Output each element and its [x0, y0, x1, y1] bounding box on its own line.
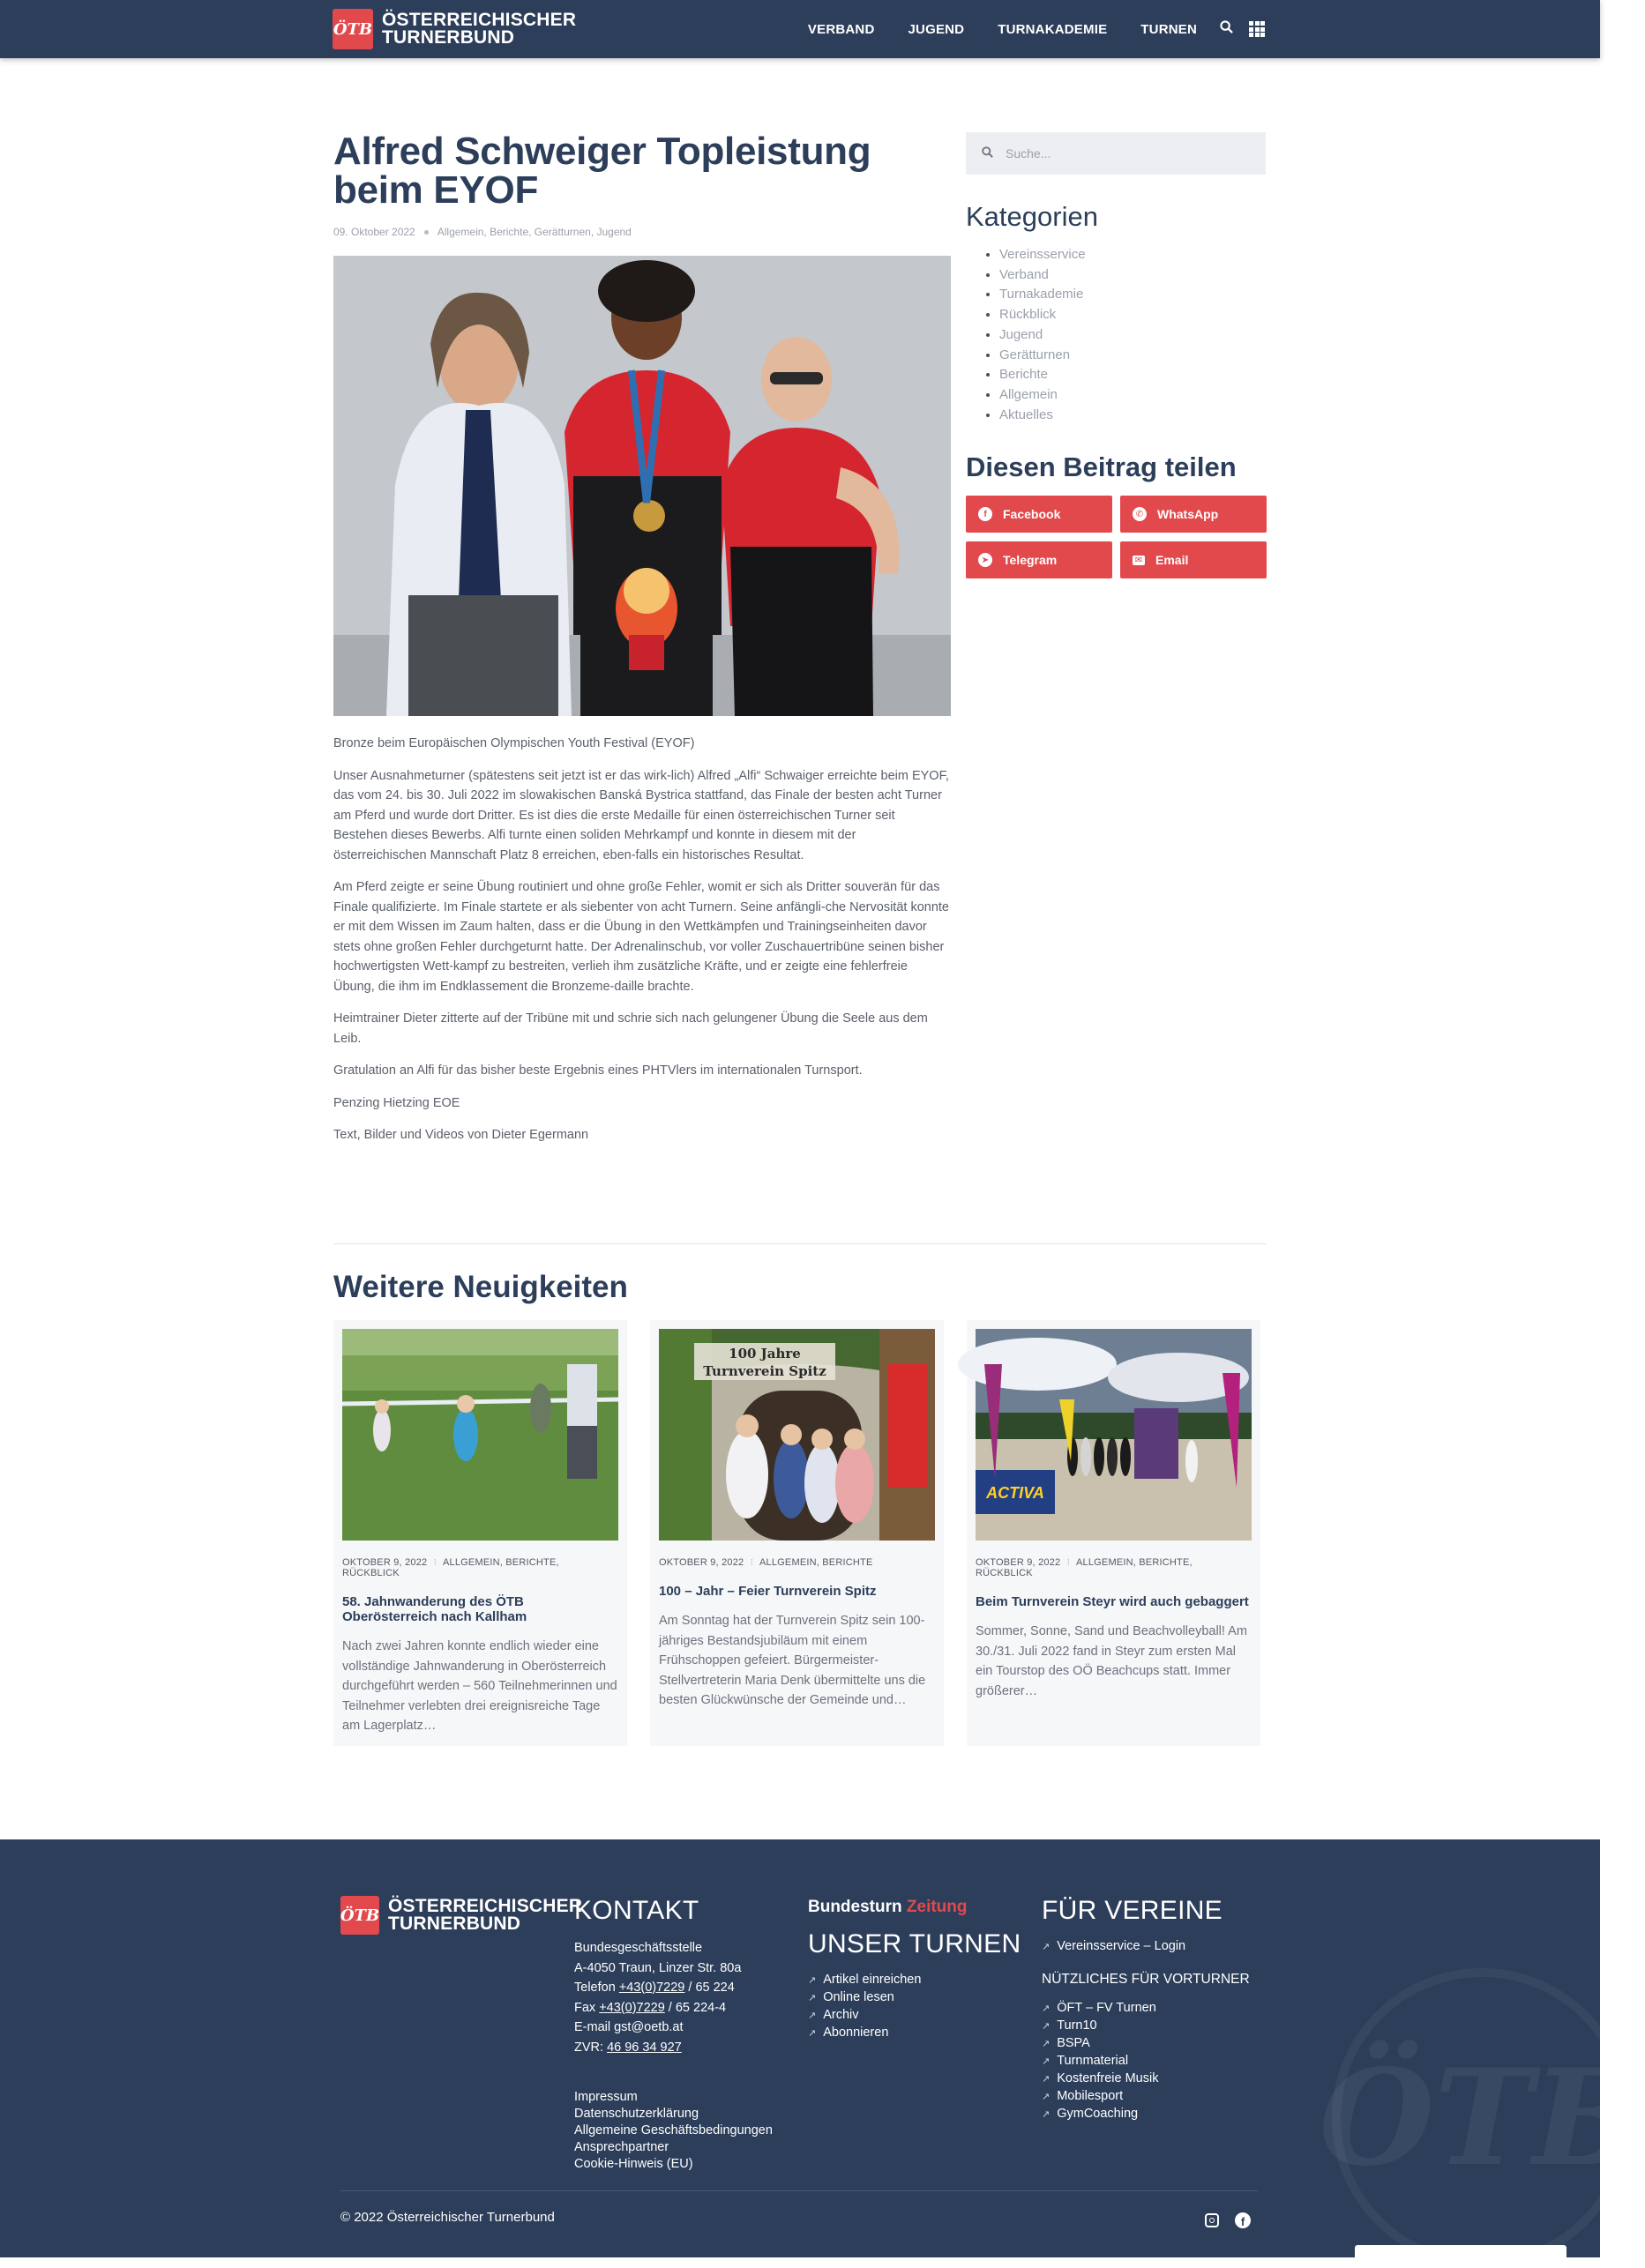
post-categories[interactable]: ALLGEMEIN, BERICHTE, RÜCKBLICK [976, 1557, 1193, 1578]
nav-turnakademie[interactable]: TURNAKADEMIE [998, 21, 1108, 37]
category-link[interactable]: • Gerätturnen [999, 346, 1266, 366]
footer-link[interactable]: ↗ Kostenfreie Musik [1042, 2070, 1250, 2088]
share-email-button[interactable]: ✉ Email [1120, 541, 1267, 578]
post-title[interactable]: 100 – Jahr – Feier Turnverein Spitz [659, 1584, 877, 1599]
post-card[interactable]: OKTOBER 9, 2022 ⁝ ALLGEMEIN, BERICHTE, RÜCKBLICK 58. Jahnwanderung des ÖTB Oberösterreich nach Kallham Nach zwei Jahren konnte endlich wieder eine vollständige Jahnwanderung in Oberösterreich durchgeführt werden – 560 Teilnehmerinnen und Teilnehmer verlebten drei ereignisreiche Tage am Lagerplatz… [333, 1320, 627, 1746]
banner-text-line-1: 100 Jahre [729, 1346, 801, 1362]
article-paragraph: Bronze beim Europäischen Olympischen Youth Festival (EYOF) [333, 736, 695, 750]
address-line: Bundesgeschäftsstelle [574, 1941, 703, 1955]
article-paragraph: Unser Ausnahmeturner (spätestens seit jetzt ist er das wirk-lich) Alfred „Alfi“ Schwaiger erreichte beim EYOF, das vom 24. bis 30. Juli 2022 im slowakischen Banská Bystrica stattfand, das Finale der besten acht Turner am Pferd und wurde dort Dritter. Es ist dies die erste Medaille für einen österreichischen Turner seit Bestehen dieses Bewerbs. Alfi turnte einen soliden Mehrkampf und konnte in diesem mit der österreichischen Mannschaft Platz 8 erreichen, eben-falls ein historisches Resultat. [333, 768, 949, 862]
share-whatsapp-button[interactable]: ✆ WhatsApp [1120, 496, 1267, 533]
fax-link[interactable]: +43(0)7229 [599, 2000, 665, 2015]
article-paragraph: Penzing Hietzing EOE [333, 1095, 460, 1110]
post-thumbnail[interactable] [976, 1329, 1252, 1541]
zeitung-logo[interactable]: Bundesturn Zeitung [808, 1898, 968, 1916]
footer-link-cookie[interactable]: Cookie-Hinweis (EU) [574, 2157, 693, 2171]
post-card[interactable]: ACTIVA OKTOBER 9, 2022 ⁝ ALLGEMEIN, BERICHTE, RÜCKBLICK Beim Turnverein Steyr wird auch gebaggert Sommer, Sonne, Sand und Beachvolleyball! Am 30./31. Juli 2022 fand in Steyr zum ersten Mal ein Tourstop des OÖ Beachcups statt. Immer größerer… [967, 1320, 1260, 1746]
footer-logo[interactable] [340, 1896, 582, 1935]
footer-link-impressum[interactable]: Impressum [574, 2090, 638, 2104]
post-date: OKTOBER 9, 2022 [976, 1557, 1061, 1568]
categories-title: Kategorien [966, 201, 1098, 232]
category-link[interactable]: • Rückblick [999, 305, 1266, 325]
article-body [333, 734, 951, 1145]
vorturner-title: NÜTZLICHES FÜR VORTURNER [1042, 1972, 1250, 1987]
category-link[interactable]: • Vereinsservice [999, 245, 1266, 265]
share-title: Diesen Beitrag teilen [966, 451, 1237, 483]
address-line: A-4050 Traun, Linzer Str. 80a [574, 1960, 742, 1975]
footer-link[interactable]: ↗ Turn10 [1042, 2018, 1250, 2035]
category-link[interactable]: • Allgemein [999, 385, 1266, 406]
article-date: 09. Oktober 2022 [333, 226, 415, 238]
whatsapp-icon: ✆ [1133, 507, 1147, 521]
search-icon [982, 146, 993, 160]
post-categories[interactable]: ALLGEMEIN, BERICHTE [759, 1557, 873, 1568]
meta-separator [424, 230, 429, 235]
footer-link[interactable]: ↗ Turnmaterial [1042, 2053, 1250, 2070]
footer-link[interactable]: ↗ BSPA [1042, 2035, 1250, 2053]
footer-link[interactable]: ↗ Online lesen [808, 1989, 1021, 2007]
nav-turnen[interactable]: TURNEN [1140, 21, 1197, 37]
footer-link[interactable]: ↗ Abonnieren [808, 2025, 1021, 2042]
main-nav [774, 0, 1265, 58]
facebook-icon: f [978, 507, 992, 521]
post-excerpt: Nach zwei Jahren konnte endlich wieder eine vollständige Jahnwanderung in Oberösterreich durchgeführt werden – 560 Teilnehmerinnen und Teilnehmer verlebten drei ereignisreiche Tage am Lagerplatz… [342, 1639, 617, 1733]
oetb-logo-icon: ÖTB [340, 1896, 379, 1935]
legal-links [574, 2089, 773, 2173]
article-categories[interactable]: Allgemein, Berichte, Gerätturnen, Jugend [437, 226, 632, 238]
category-link[interactable]: • Verband [999, 265, 1266, 286]
footer-link-datenschutz[interactable]: Datenschutzerklärung [574, 2107, 699, 2121]
article-paragraph: Gratulation an Alfi für das bisher beste Ergebnis eines PHTVlers im internationalen Turnsport. [333, 1063, 863, 1078]
email-line[interactable]: E-mail gst@oetb.at [574, 2020, 684, 2034]
oetb-logo-icon: ÖTB [333, 9, 373, 49]
footer-link-ansprechpartner[interactable]: Ansprechpartner [574, 2140, 669, 2154]
logo-line-2: TURNERBUND [388, 1914, 521, 1934]
search-field[interactable] [966, 132, 1266, 175]
phone-link[interactable]: +43(0)7229 [618, 1981, 685, 1995]
facebook-icon[interactable]: f [1235, 2212, 1251, 2228]
logo-line-2: TURNERBUND [382, 27, 515, 48]
related-title: Weitere Neuigkeiten [333, 1270, 628, 1304]
footer-link[interactable]: ↗ Mobilesport [1042, 2088, 1250, 2106]
footer-link[interactable]: ↗ GymCoaching [1042, 2106, 1250, 2123]
post-title[interactable]: Beim Turnverein Steyr wird auch gebaggert [976, 1594, 1249, 1609]
post-thumbnail[interactable] [342, 1329, 618, 1541]
section-divider [333, 1243, 1267, 1244]
footer-link-agb[interactable]: Allgemeine Geschäftsbedingungen [574, 2123, 773, 2137]
footer-kontakt: KONTAKT Bundesgeschäftsstelle A-4050 Traun, Linzer Str. 80a Telefon +43(0)7229 / 65 224 Fax +43(0)7229 / 65 224-4 E-mail gst@oetb.at ZVR: 46 96 34 927 Impressum Datenschutzerklärung Allgemeine Geschäftsbedingungen Ansprechpartner Cookie-Hinweis (EU) [574, 1896, 773, 2171]
vereinsservice-login-link[interactable]: ↗ Vereinsservice – Login [1042, 1938, 1250, 1956]
search-icon[interactable] [1220, 20, 1233, 38]
article-paragraph: Heimtrainer Dieter zitterte auf der Tribüne mit und schrie sich nach gelungener Übung die Seele aus dem Leib. [333, 1011, 928, 1046]
site-logo[interactable] [333, 9, 576, 49]
article-paragraph: Am Pferd zeigte er seine Übung routiniert und ohne große Fehler, womit er sich als Dritter souverän für das Finale qualifizierte. Im Finale startete er als siebenter von acht Turnern. Seine anfängli-che Nervosität konnte er mit dem Wissen im Zaum halten, dass er die Übung in den Wettkämpfen und Trainingseinheiten davor stets ohne großen Fehler durchgeturnt hatte. Der Adrenalinschub, vor voller Zuschauertribüne seinen bisher hochwertigsten Wett-kampf zu bestreiten, verlieh ihm zusätzliche Kräfte, und er zeigte eine fehlerfreie Übung, die ihm im Endklassement die Bronzeme-daille brachte. [333, 880, 949, 994]
instagram-icon[interactable] [1205, 2213, 1219, 2227]
related-posts [333, 1320, 1260, 1746]
nav-verband[interactable]: VERBAND [807, 21, 875, 37]
banner-text: ACTIVA [986, 1484, 1044, 1502]
post-date: OKTOBER 9, 2022 [342, 1557, 428, 1568]
category-link[interactable]: • Berichte [999, 365, 1266, 385]
logo-line-1: ÖSTERREICHISCHER [382, 10, 577, 30]
post-excerpt: Sommer, Sonne, Sand und Beachvolleyball! Am 30./31. Juli 2022 fand in Steyr zum ersten Mal ein Tourstop des OÖ Beachcups statt. Immer größerer… [976, 1624, 1247, 1698]
category-link[interactable]: • Jugend [999, 325, 1266, 346]
nav-jugend[interactable]: JUGEND [908, 21, 965, 37]
footer-link[interactable]: ↗ ÖFT – FV Turnen [1042, 2000, 1250, 2018]
post-thumbnail[interactable] [659, 1329, 935, 1541]
footer-divider [340, 2190, 1258, 2191]
envelope-icon: ✉ [1133, 556, 1145, 565]
vereine-title: FÜR VEREINE [1042, 1896, 1223, 1925]
sidebar [966, 132, 1266, 578]
article [333, 132, 951, 1158]
telegram-icon: ➤ [978, 553, 992, 567]
footer-vereine [1042, 1896, 1250, 2123]
post-card[interactable]: 100 Jahre Turnverein Spitz OKTOBER 9, 2022 ⁝ ALLGEMEIN, BERICHTE 100 – Jahr – Feier Turnverein Spitz Am Sonntag hat der Turnverein Spitz sein 100-jähriges Bestandsjubiläum mit einem Frühschoppen gefeiert. Bürgermeister-Stellvertreterin Maria Denk übermittelte uns die besten Glückwünsche der Gemeinde und… [650, 1320, 944, 1746]
article-photo [333, 256, 951, 716]
banner-text-line-2: Turnverein Spitz [703, 1363, 826, 1379]
oetb-watermark-icon: ÖTB [1332, 1968, 1632, 2268]
post-title[interactable]: 58. Jahnwanderung des ÖTB Oberösterreich nach Kallham [342, 1594, 527, 1624]
footer-link[interactable]: ↗ Artikel einreichen [808, 1972, 1021, 1989]
unser-turnen-title: UNSER TURNEN [808, 1929, 1021, 1958]
site-header [0, 0, 1600, 58]
share-facebook-button[interactable]: f Facebook [966, 496, 1112, 533]
category-link[interactable]: • Aktuelles [999, 406, 1266, 426]
grid-icon[interactable] [1249, 21, 1265, 37]
share-buttons [966, 496, 1266, 578]
zvr-link[interactable]: 46 96 34 927 [607, 2040, 682, 2055]
footer-link[interactable]: ↗ Archiv [808, 2007, 1021, 2025]
kontakt-title: KONTAKT [574, 1896, 699, 1925]
article-paragraph: Text, Bilder und Videos von Dieter Egermann [333, 1128, 589, 1142]
article-meta [333, 226, 951, 238]
copyright: © 2022 Österreichischer Turnerbund [340, 2210, 555, 2225]
cookie-tab[interactable] [1355, 2245, 1566, 2263]
site-footer [0, 1839, 1645, 2257]
post-excerpt: Am Sonntag hat der Turnverein Spitz sein 100-jähriges Bestandsjubiläum mit einem Frühschoppen gefeiert. Bürgermeister-Stellvertreterin Maria Denk übermittelte uns die besten Glückwünsche der Gemeinde und… [659, 1614, 926, 1707]
category-link[interactable]: • Turnakademie [999, 285, 1266, 305]
footer-unser-turnen [808, 1898, 1021, 2042]
post-date: OKTOBER 9, 2022 [659, 1557, 744, 1568]
share-telegram-button[interactable]: ➤ Telegram [966, 541, 1112, 578]
logo-line-1: ÖSTERREICHISCHER [388, 1896, 583, 1916]
article-title: Alfred Schweiger Topleistung beim EYOF [333, 130, 871, 212]
post-categories[interactable]: ALLGEMEIN, BERICHTE, RÜCKBLICK [342, 1557, 559, 1578]
categories-list [966, 245, 1266, 425]
search-input[interactable]: Suche... [1006, 146, 1051, 160]
